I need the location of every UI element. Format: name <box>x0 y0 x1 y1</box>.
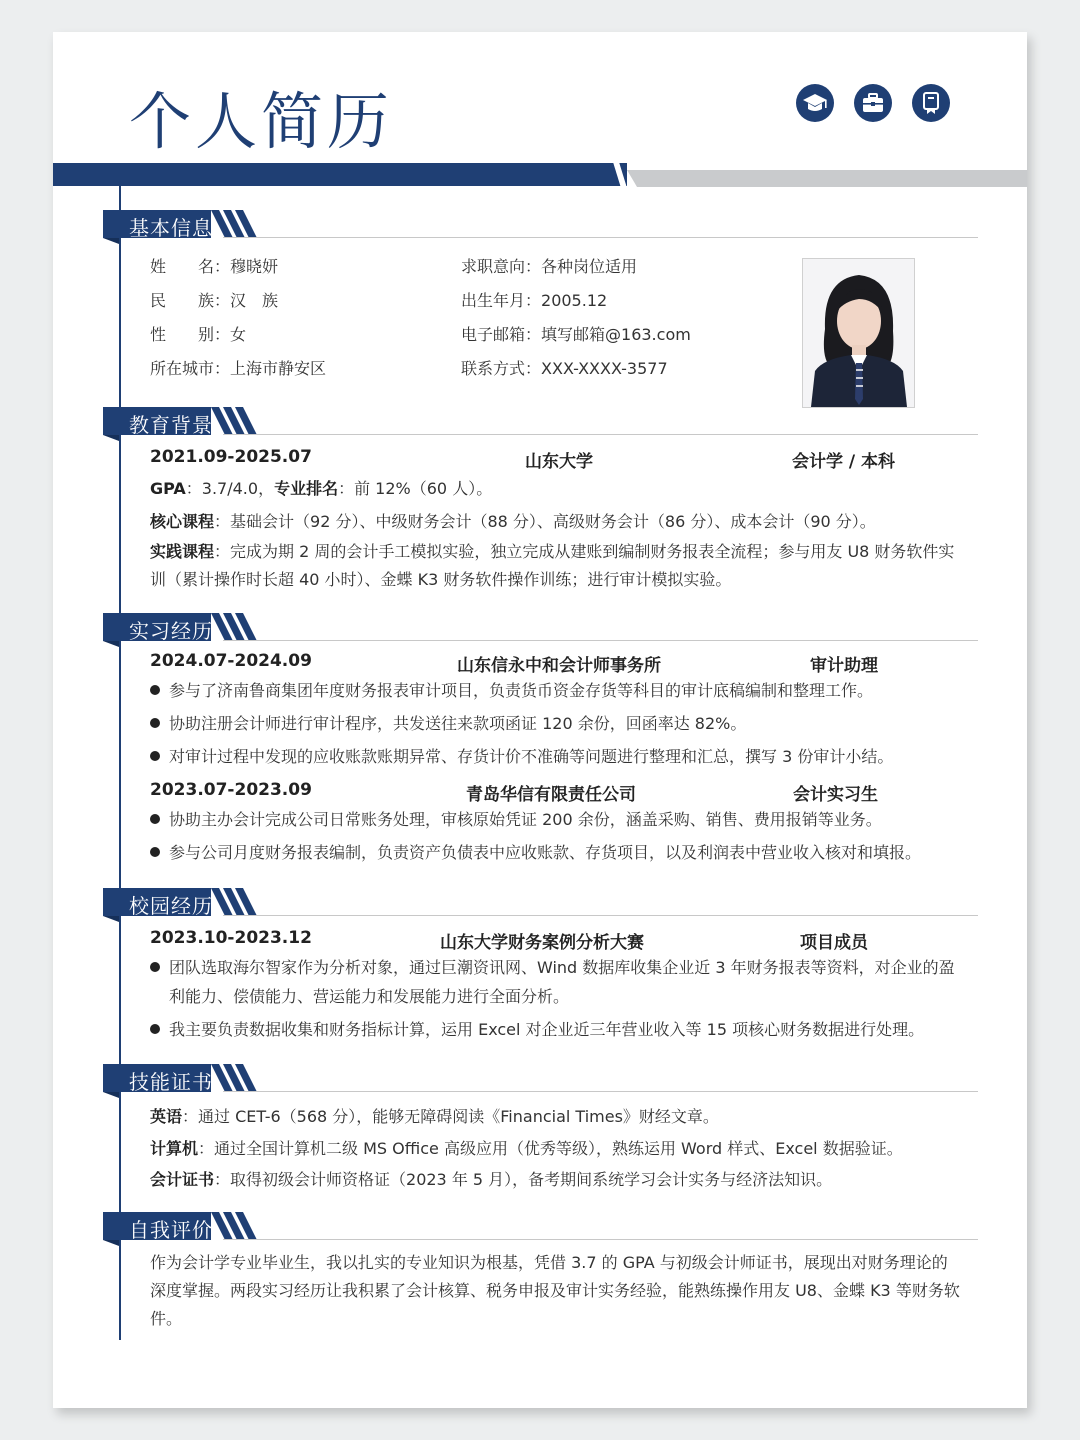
courses-label: 核心课程 <box>150 512 215 531</box>
graduation-cap-icon <box>796 84 834 122</box>
section-tab-fold <box>103 238 119 244</box>
skill-accounting <box>150 1167 832 1190</box>
info-birth <box>461 288 607 311</box>
list-item <box>150 805 960 834</box>
info-label: 联系方式： <box>461 359 542 378</box>
practice-value: ：完成为期 2 周的会计手工模拟实验，独立完成从建账到编制财务报表全流程；参与用友 U8 财务软件实训（累计操作时长超 40 小时）、金蝶 K3 财务软件操作训练；进行审计模拟实验。 <box>150 542 955 589</box>
skill-value: ：通过全国计算机二级 MS Office 高级应用（优秀等级），熟练运用 Word 样式、Excel 数据验证。 <box>198 1139 903 1158</box>
section-header-basic <box>103 210 978 244</box>
list-item <box>150 953 960 1011</box>
bullet-text: 协助主办会计完成公司日常账务处理，审核原始凭证 200 余份，涵盖采购、销售、费用报销等业务。 <box>169 810 882 829</box>
internship-1-role: 审计助理 <box>810 656 878 676</box>
section-rule <box>223 434 978 435</box>
bullet-dot <box>150 685 160 695</box>
section-stripes <box>211 407 263 435</box>
list-item <box>150 838 960 867</box>
section-header-education <box>103 407 978 441</box>
section-title-basic: 基本信息 <box>129 216 213 240</box>
bullet-text: 参与公司月度财务报表编制，负责资产负债表中应收账款、存货项目，以及利润表中营业收入核对和填报。 <box>169 843 922 862</box>
list-item <box>150 1015 960 1044</box>
skill-label: 会计证书 <box>150 1170 215 1189</box>
bullet-dot <box>150 962 160 972</box>
bullet-dot <box>150 718 160 728</box>
info-value: 2005.12 <box>541 291 608 310</box>
education-school: 山东大学 <box>525 452 593 472</box>
campus-event: 山东大学财务案例分析大赛 <box>440 933 644 953</box>
education-period: 2021.09-2025.07 <box>150 447 312 467</box>
education-practice <box>150 538 960 594</box>
section-header-internship <box>103 613 978 647</box>
skill-value: ：通过 CET-6（568 分），能够无障碍阅读《Financial Times》财经文章。 <box>182 1107 719 1126</box>
bullet-text: 协助注册会计师进行审计程序，共发送往来款项函证 120 余份，回函率达 82%。 <box>169 714 747 733</box>
info-value: 上海市静安区 <box>230 359 327 378</box>
bullet-dot <box>150 751 160 761</box>
education-gpa-line <box>150 476 492 499</box>
section-stripes <box>211 888 263 916</box>
info-city <box>150 356 326 379</box>
bullet-dot <box>150 847 160 857</box>
section-rule <box>223 237 978 238</box>
internship-1-company: 山东信永中和会计师事务所 <box>457 656 661 676</box>
info-label: 出生年月： <box>461 291 542 310</box>
section-header-campus <box>103 888 978 922</box>
skill-value: ：取得初级会计师资格证（2023 年 5 月），备考期间系统学习会计实务与经济法知识。 <box>214 1170 833 1189</box>
info-value: 各种岗位适用 <box>541 257 638 276</box>
section-tab-fold <box>103 435 119 441</box>
info-label: 民 族： <box>150 291 231 310</box>
header-band-light <box>627 170 1027 187</box>
bullet-text: 对审计过程中发现的应收账款账期异常、存货计价不准确等问题进行整理和汇总，撰写 3 份审计小结。 <box>169 747 894 766</box>
skill-computer <box>150 1136 903 1159</box>
section-header-self <box>103 1212 978 1246</box>
timeline-line <box>119 186 121 1340</box>
header-band-dark <box>53 163 627 186</box>
info-value: XXX-XXXX-3577 <box>541 359 668 378</box>
page-title: 个人简历 <box>129 85 394 158</box>
list-item <box>150 676 960 705</box>
practice-label: 实践课程 <box>150 542 215 561</box>
internship-2-role: 会计实习生 <box>793 785 878 805</box>
info-value: 填写邮箱@163.com <box>541 325 691 344</box>
info-value: 女 <box>230 325 247 344</box>
info-label: 姓 名： <box>150 257 231 276</box>
info-objective <box>461 254 637 277</box>
section-stripes <box>211 613 263 641</box>
education-major: 会计学 / 本科 <box>792 452 896 472</box>
section-rule <box>223 915 978 916</box>
list-item <box>150 742 960 771</box>
gpa-value: ：3.7/4.0， <box>185 479 275 498</box>
section-title-education: 教育背景 <box>129 413 213 437</box>
self-evaluation-text: 作为会计学专业毕业生，我以扎实的专业知识为根基，凭借 3.7 的 GPA 与初级会计师证书，展现出对财务理论的深度掌握。两段实习经历让我积累了会计核算、税务申报及审计实务经验，能熟练操作用友 U8、金蝶 K3 等财务软件。 <box>150 1253 960 1328</box>
info-label: 性 别： <box>150 325 231 344</box>
campus-period: 2023.10-2023.12 <box>150 928 312 948</box>
section-stripes <box>211 1212 263 1240</box>
section-title-self: 自我评价 <box>129 1218 213 1242</box>
info-phone <box>461 356 668 379</box>
list-item <box>150 709 960 738</box>
internship-2-period: 2023.07-2023.09 <box>150 780 312 800</box>
section-stripes <box>211 1064 263 1092</box>
info-label: 所在城市： <box>150 359 231 378</box>
courses-value: ：基础会计（92 分）、中级财务会计（88 分）、高级财务会计（86 分）、成本会计（90 分）。 <box>214 512 876 531</box>
bullet-text: 我主要负责数据收集和财务指标计算，运用 Excel 对企业近三年营业收入等 15 项核心财务数据进行处理。 <box>169 1020 925 1039</box>
rank-label: 专业排名 <box>274 479 339 498</box>
skill-label: 计算机 <box>150 1139 199 1158</box>
section-tab-fold <box>103 1240 119 1246</box>
info-email <box>461 322 691 345</box>
campus-role: 项目成员 <box>800 933 868 953</box>
gpa-label: GPA <box>150 479 186 498</box>
resume-page <box>53 32 1027 1408</box>
info-label: 电子邮箱： <box>461 325 542 344</box>
briefcase-icon <box>854 84 892 122</box>
section-rule <box>223 1239 978 1240</box>
info-gender <box>150 322 246 345</box>
skill-label: 英语 <box>150 1107 183 1126</box>
section-title-skills: 技能证书 <box>129 1070 213 1094</box>
info-value: 汉 族 <box>230 291 279 310</box>
info-ethnicity <box>150 288 278 311</box>
bullet-dot <box>150 1024 160 1034</box>
info-value: 穆晓妍 <box>230 257 279 276</box>
section-rule <box>223 1091 978 1092</box>
section-title-campus: 校园经历 <box>129 894 213 918</box>
section-tab-fold <box>103 641 119 647</box>
section-stripes <box>211 210 263 238</box>
education-courses <box>150 509 876 532</box>
internship-1-period: 2024.07-2024.09 <box>150 651 312 671</box>
section-rule <box>223 640 978 641</box>
section-title-internship: 实习经历 <box>129 619 213 643</box>
info-label: 求职意向： <box>461 257 542 276</box>
info-name <box>150 254 278 277</box>
bullet-dot <box>150 814 160 824</box>
rank-value: ：前 12%（60 人）。 <box>338 479 493 498</box>
section-tab-fold <box>103 916 119 922</box>
bullet-text: 团队选取海尔智家作为分析对象，通过巨潮资讯网、Wind 数据库收集企业近 3 年财务报表等资料，对企业的盈利能力、偿债能力、营运能力和发展能力进行全面分析。 <box>169 958 955 1006</box>
bullet-text: 参与了济南鲁商集团年度财务报表审计项目，负责货币资金存货等科目的审计底稿编制和整理工作。 <box>169 681 874 700</box>
section-tab-fold <box>103 1092 119 1098</box>
profile-photo <box>802 258 915 408</box>
skill-english <box>150 1104 719 1127</box>
section-header-skills <box>103 1064 978 1098</box>
certificate-icon <box>912 84 950 122</box>
internship-2-company: 青岛华信有限责任公司 <box>466 785 636 805</box>
